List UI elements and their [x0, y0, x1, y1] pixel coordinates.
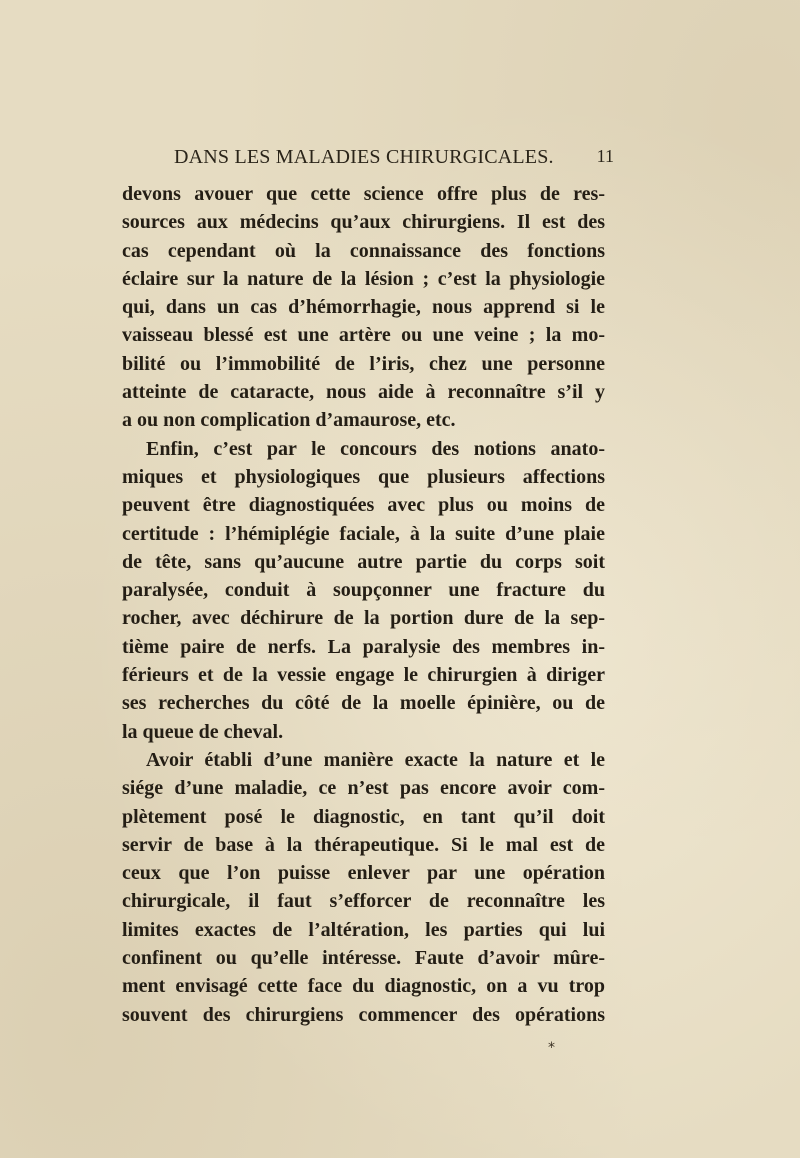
text-line: miques et physiologiques que plusieurs affections	[122, 465, 605, 488]
text-line: servir de base à la thérapeutique. Si le mal est de	[122, 833, 605, 856]
running-head	[174, 146, 614, 176]
text-line: sources aux médecins qu’aux chirurgiens. Il est des	[122, 211, 605, 234]
text-line: de tête, sans qu’aucune autre partie du corps soit	[122, 550, 605, 573]
text-line: Enfin, c’est par le concours des notions anato-	[146, 437, 605, 460]
text-line: confinent ou qu’elle intéresse. Faute d’avoir mûre-	[122, 947, 605, 970]
text-line: plètement posé le diagnostic, en tant qu’il doit	[122, 805, 605, 828]
page-number: 11	[596, 146, 614, 166]
text-line: cas cependant où la connaissance des fonctions	[122, 239, 605, 262]
text-line: la queue de cheval.	[122, 720, 284, 743]
text-line: ses recherches du côté de la moelle épinière, ou de	[122, 692, 605, 715]
text-line: férieurs et de la vessie engage le chirurgien à diriger	[122, 664, 605, 687]
text-line: éclaire sur la nature de la lésion ; c’est la physiologie	[122, 267, 605, 290]
text-line: qui, dans un cas d’hémorrhagie, nous apprend si le	[122, 296, 605, 319]
signature-mark: *	[548, 1040, 555, 1056]
text-line: souvent des chirurgiens commencer des opérations	[122, 1003, 605, 1026]
text-line: ceux que l’on puisse enlever par une opération	[122, 862, 605, 885]
text-line: siége d’une maladie, ce n’est pas encore avoir com-	[122, 777, 605, 800]
text-line: paralysée, conduit à soupçonner une fracture du	[122, 579, 605, 602]
text-line: Avoir établi d’une manière exacte la nature et le	[146, 748, 605, 771]
text-line: chirurgicale, il faut s’efforcer de reconnaître les	[122, 890, 605, 913]
body-text	[122, 180, 605, 1029]
text-line: atteinte de cataracte, nous aide à reconnaître s’il y	[122, 381, 605, 404]
text-line: ment envisagé cette face du diagnostic, on a vu trop	[122, 975, 605, 998]
text-line: vaisseau blessé est une artère ou une veine ; la mo-	[122, 324, 605, 347]
text-line: limites exactes de l’altération, les parties qui lui	[122, 918, 605, 941]
text-line: rocher, avec déchirure de la portion dure de la sep-	[122, 607, 605, 630]
text-line: certitude : l’hémiplégie faciale, à la suite d’une plaie	[122, 522, 605, 545]
text-line: peuvent être diagnostiquées avec plus ou moins de	[122, 494, 605, 517]
running-title: DANS LES MALADIES CHIRURGICALES.	[174, 146, 554, 168]
text-line: bilité ou l’immobilité de l’iris, chez une personne	[122, 352, 605, 375]
text-line: a ou non complication d’amaurose, etc.	[122, 409, 456, 432]
text-line: devons avouer que cette science offre plus de res-	[122, 183, 605, 205]
text-line: tième paire de nerfs. La paralysie des membres in-	[122, 635, 605, 658]
